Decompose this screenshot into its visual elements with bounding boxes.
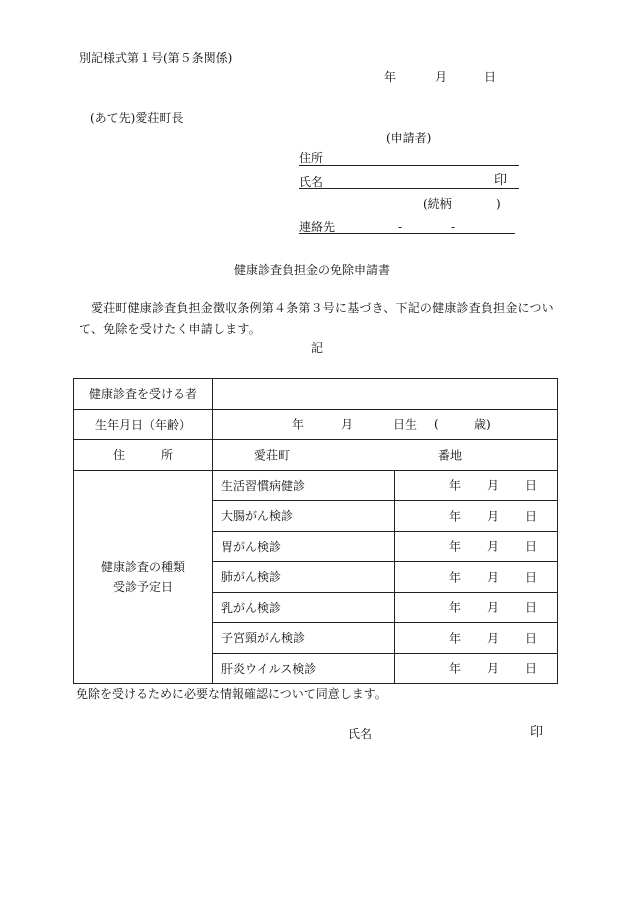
exam-date-year: 年 <box>449 539 462 554</box>
exam-date-year: 年 <box>449 509 462 524</box>
header-date-month: 月 <box>435 70 448 84</box>
name-label: 氏名 <box>299 175 324 189</box>
address-town: 愛荘町 <box>254 448 291 463</box>
exam-date-day: 日 <box>525 600 538 615</box>
exam-date-year: 年 <box>449 570 462 585</box>
seal-mark: 印 <box>494 173 508 188</box>
exam-date-day: 日 <box>525 539 538 554</box>
address-row-label: 住 所 <box>74 440 213 471</box>
exam-date-day: 日 <box>525 631 538 646</box>
exam-name: 胃がん検診 <box>213 531 395 562</box>
exam-date[interactable] <box>395 501 558 532</box>
exam-date[interactable] <box>395 531 558 562</box>
exam-date-month: 月 <box>487 539 500 554</box>
exam-heading-line1: 健康診査の種類 <box>100 559 185 574</box>
person-value[interactable] <box>213 379 558 410</box>
exam-name: 乳がん検診 <box>213 592 395 623</box>
exam-date-month: 月 <box>487 509 500 524</box>
exam-date-day: 日 <box>525 478 538 493</box>
address-label: 住所 <box>299 151 324 165</box>
address-banchi: 番地 <box>438 448 463 463</box>
table-row <box>74 409 558 440</box>
exam-date-year: 年 <box>449 631 462 646</box>
contact-label: 連絡先 <box>299 220 336 234</box>
exam-date-month: 月 <box>487 661 500 676</box>
contact-separator: - <box>398 220 403 234</box>
age-paren-open: ( <box>434 417 439 432</box>
birthdate-label: 生年月日（年齢） <box>74 409 213 440</box>
exam-name: 肺がん検診 <box>213 562 395 593</box>
exam-date-year: 年 <box>449 661 462 676</box>
addressee: (あて先)愛荘町長 <box>90 111 184 125</box>
footer-name-label: 氏名 <box>348 727 373 741</box>
exam-date[interactable] <box>395 653 558 684</box>
header-date-year: 年 <box>384 70 397 84</box>
header-date-day: 日 <box>484 70 497 84</box>
exam-name: 子宮頸がん検診 <box>213 623 395 654</box>
relation-close: ) <box>496 197 501 211</box>
document-title: 健康診査負担金の免除申請書 <box>234 263 391 277</box>
exam-date[interactable] <box>395 562 558 593</box>
consent-text: 免除を受けるために必要な情報確認について同意します。 <box>76 687 387 701</box>
person-label: 健康診査を受ける者 <box>74 379 213 410</box>
birth-month: 月 <box>341 417 354 432</box>
exam-date-day: 日 <box>525 509 538 524</box>
exam-date-year: 年 <box>449 478 462 493</box>
exam-date-month: 月 <box>487 631 500 646</box>
address-field[interactable] <box>299 165 519 166</box>
exam-name: 大腸がん検診 <box>213 501 395 532</box>
exam-type-label <box>74 470 213 684</box>
exam-date-month: 月 <box>487 600 500 615</box>
exam-date-month: 月 <box>487 570 500 585</box>
exam-date-year: 年 <box>449 600 462 615</box>
exam-date[interactable] <box>395 470 558 501</box>
table-row <box>74 470 558 501</box>
relation-label: (続柄 <box>423 197 452 211</box>
name-field[interactable] <box>299 188 519 189</box>
body-text: 愛荘町健康診査負担金徴収条例第４条第３号に基づき、下記の健康診査負担金について、免除を受けたく申請します。 <box>79 301 554 336</box>
address-row-value[interactable] <box>213 440 558 471</box>
exam-date[interactable] <box>395 623 558 654</box>
age-label: 歳) <box>474 417 491 432</box>
contact-separator: - <box>451 220 456 234</box>
exam-date-month: 月 <box>487 478 500 493</box>
birth-year: 年 <box>292 417 305 432</box>
form-number: 別記様式第１号(第５条関係) <box>79 51 233 65</box>
application-table <box>73 378 558 684</box>
applicant-heading: (申請者) <box>386 131 432 145</box>
exam-name: 生活習慣病健診 <box>213 470 395 501</box>
contact-field[interactable] <box>299 233 515 234</box>
table-row <box>74 440 558 471</box>
table-row <box>74 379 558 410</box>
exam-heading-line2: 受診予定日 <box>112 579 173 594</box>
exam-date-day: 日 <box>525 661 538 676</box>
ki-label: 記 <box>311 341 324 355</box>
exam-name: 肝炎ウイルス検診 <box>213 653 395 684</box>
exam-date[interactable] <box>395 592 558 623</box>
birth-day: 日生 <box>393 417 418 432</box>
exam-date-day: 日 <box>525 570 538 585</box>
footer-seal-mark: 印 <box>530 725 544 740</box>
birthdate-value[interactable] <box>213 409 558 440</box>
